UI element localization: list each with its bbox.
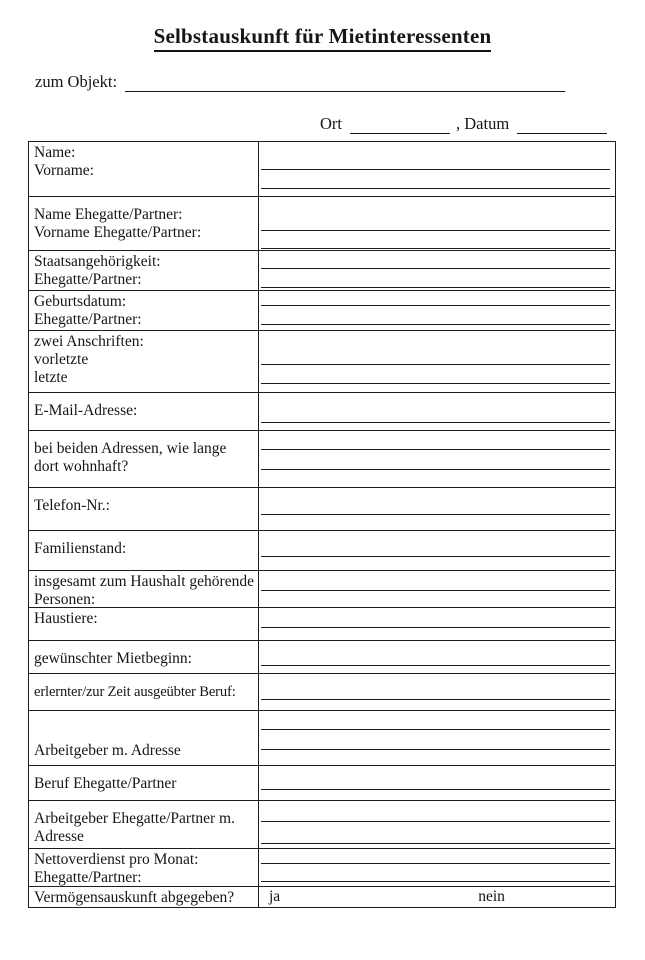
fill-line (261, 364, 610, 365)
fill-line (261, 268, 610, 269)
fill-line (261, 383, 610, 384)
fill-line (261, 789, 610, 790)
fill-line (261, 863, 610, 864)
table-row-asset-disclosure (29, 887, 615, 907)
field-label: Familienstand: (34, 540, 127, 557)
title-wrap (0, 0, 645, 52)
field-label: Name: (34, 144, 76, 161)
field-label: Name Ehegatte/Partner: (34, 206, 183, 223)
fill-area (259, 641, 615, 673)
fill-line (261, 843, 610, 844)
object-line (35, 72, 610, 92)
field-label: Ehegatte/Partner: (34, 311, 142, 328)
fill-area (259, 488, 615, 530)
fill-area (259, 251, 615, 290)
fill-line (261, 821, 610, 822)
field-label: Telefon-Nr.: (34, 497, 110, 514)
fill-line (261, 169, 610, 170)
table-row-birthdate (29, 291, 615, 331)
fill-area (259, 801, 615, 848)
page-title: Selbstauskunft für Mietinteressenten (154, 24, 492, 52)
table-row-net-income (29, 849, 615, 887)
field-label: Vorname Ehegatte/Partner: (34, 224, 202, 241)
object-blank-line (125, 87, 565, 92)
fill-line (261, 248, 610, 249)
field-label: Arbeitgeber m. Adresse (34, 742, 181, 759)
fill-area (259, 393, 615, 430)
fill-area (259, 431, 615, 487)
field-label: Nettoverdienst pro Monat: (34, 851, 199, 868)
fill-area (259, 674, 615, 710)
field-label: Adresse (34, 828, 84, 845)
fill-line (261, 627, 610, 628)
date-label: , Datum (456, 114, 510, 133)
object-label: zum Objekt: (35, 72, 118, 91)
options-area (259, 887, 615, 907)
table-row-nationality (29, 251, 615, 291)
place-label: Ort (320, 114, 342, 133)
table-row-rental-start (29, 641, 615, 674)
field-label: erlernter/zur Zeit ausgeübter Beruf: (34, 684, 236, 700)
table-row-pets (29, 608, 615, 641)
field-label: dort wohnhaft? (34, 458, 129, 475)
field-label: E-Mail-Adresse: (34, 402, 138, 419)
option-no-label: nein (478, 888, 505, 905)
table-row-name (29, 142, 615, 197)
field-label: insgesamt zum Haushalt gehörende (34, 573, 254, 590)
table-row-profession (29, 674, 615, 711)
field-label: Staatsangehörigkeit: (34, 253, 161, 270)
fill-line (261, 590, 610, 591)
fill-area (259, 571, 615, 607)
fill-line (261, 449, 610, 450)
fill-line (261, 188, 610, 189)
fill-line (261, 556, 610, 557)
fill-line (261, 469, 610, 470)
table-row-employer (29, 711, 615, 766)
field-label: Vermögensauskunft abgegeben? (34, 889, 235, 906)
field-label: Vorname: (34, 162, 94, 179)
table-row-household-persons (29, 571, 615, 608)
fill-line (261, 749, 610, 750)
fill-line (261, 324, 610, 325)
table-row-partner-profession (29, 766, 615, 801)
fill-area (259, 711, 615, 765)
fill-area (259, 766, 615, 800)
field-label: Arbeitgeber Ehegatte/Partner m. (34, 810, 235, 827)
fill-line (261, 230, 610, 231)
fill-area (259, 849, 615, 886)
fill-line (261, 729, 610, 730)
table-row-email (29, 393, 615, 431)
fill-area (259, 608, 615, 640)
fill-line (261, 422, 610, 423)
fill-line (261, 287, 610, 288)
fill-area (259, 142, 615, 196)
fill-area (259, 331, 615, 392)
table-row-partner-employer (29, 801, 615, 849)
field-label: letzte (34, 369, 68, 386)
place-date-line (320, 114, 645, 134)
place-blank-line (350, 129, 450, 134)
field-label: bei beiden Adressen, wie lange (34, 440, 227, 457)
field-label: Haustiere: (34, 610, 98, 627)
option-yes-label: ja (269, 888, 281, 905)
fill-line (261, 514, 610, 515)
field-label: Ehegatte/Partner: (34, 869, 142, 886)
field-label: Personen: (34, 591, 96, 608)
table-row-marital-status (29, 531, 615, 571)
field-label: Ehegatte/Partner: (34, 271, 142, 288)
field-label: Geburtsdatum: (34, 293, 127, 310)
table-row-residence-duration (29, 431, 615, 488)
fill-area (259, 291, 615, 330)
form-table (28, 141, 616, 908)
table-row-name-partner (29, 197, 615, 251)
fill-line (261, 881, 610, 882)
date-blank-line (517, 129, 607, 134)
fill-line (261, 305, 610, 306)
field-label: vorletzte (34, 351, 89, 368)
field-label: zwei Anschriften: (34, 333, 144, 350)
fill-line (261, 665, 610, 666)
field-label: gewünschter Mietbeginn: (34, 650, 192, 667)
table-row-addresses (29, 331, 615, 393)
fill-line (261, 699, 610, 700)
table-row-phone (29, 488, 615, 531)
fill-area (259, 197, 615, 250)
field-label: Beruf Ehegatte/Partner (34, 775, 177, 792)
fill-area (259, 531, 615, 570)
